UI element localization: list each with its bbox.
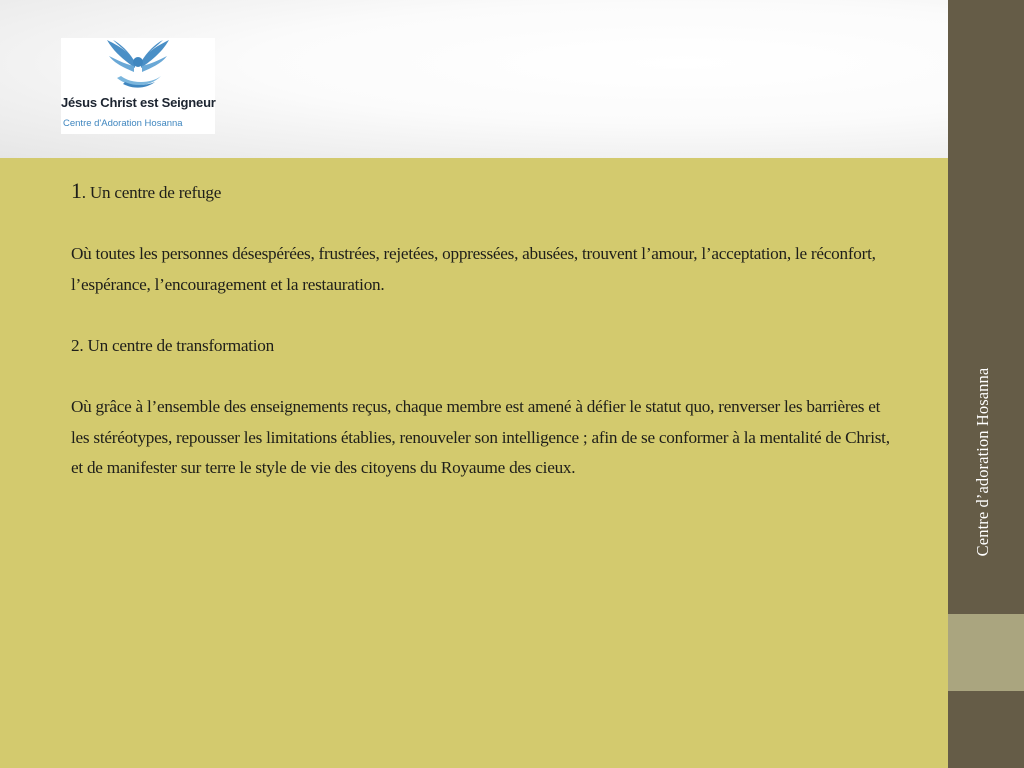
paragraph-transformation: Où grâce à l’ensemble des enseignements reçus, chaque membre est amené à défier le statut quo, renverser les barrières et les stéréotypes, repousser les limitations établies, renouveler son intelligence ; afin de se conformer à la mentalité de Christ, et de manifester sur terre le style de vie des citoyens du Royaume des cieux. bbox=[71, 397, 890, 478]
heading-refuge-number: 1 bbox=[71, 178, 82, 203]
sidebar-vertical-label: Centre d’adoration Hosanna bbox=[973, 367, 992, 557]
slide-header bbox=[0, 0, 948, 158]
heading-refuge bbox=[71, 176, 891, 209]
angel-wings-logo-icon bbox=[105, 38, 171, 92]
heading-refuge-text: . Un centre de refuge bbox=[81, 183, 222, 202]
heading-transformation: 2. Un centre de transformation bbox=[71, 335, 274, 355]
church-logo bbox=[61, 38, 215, 134]
logo-title: Jésus Christ est Seigneur bbox=[61, 95, 216, 110]
sidebar-accent-block bbox=[948, 614, 1024, 691]
paragraph-refuge: Où toutes les personnes désespérées, frustrées, rejetées, oppressées, abusées, trouvent l’amour, l’acceptation, le réconfort, l’espérance, l’encouragement et la restauration. bbox=[71, 244, 876, 294]
slide-body-text bbox=[71, 176, 891, 484]
logo-subtitle: Centre d'Adoration Hosanna bbox=[63, 118, 183, 129]
slide-content bbox=[0, 158, 948, 768]
